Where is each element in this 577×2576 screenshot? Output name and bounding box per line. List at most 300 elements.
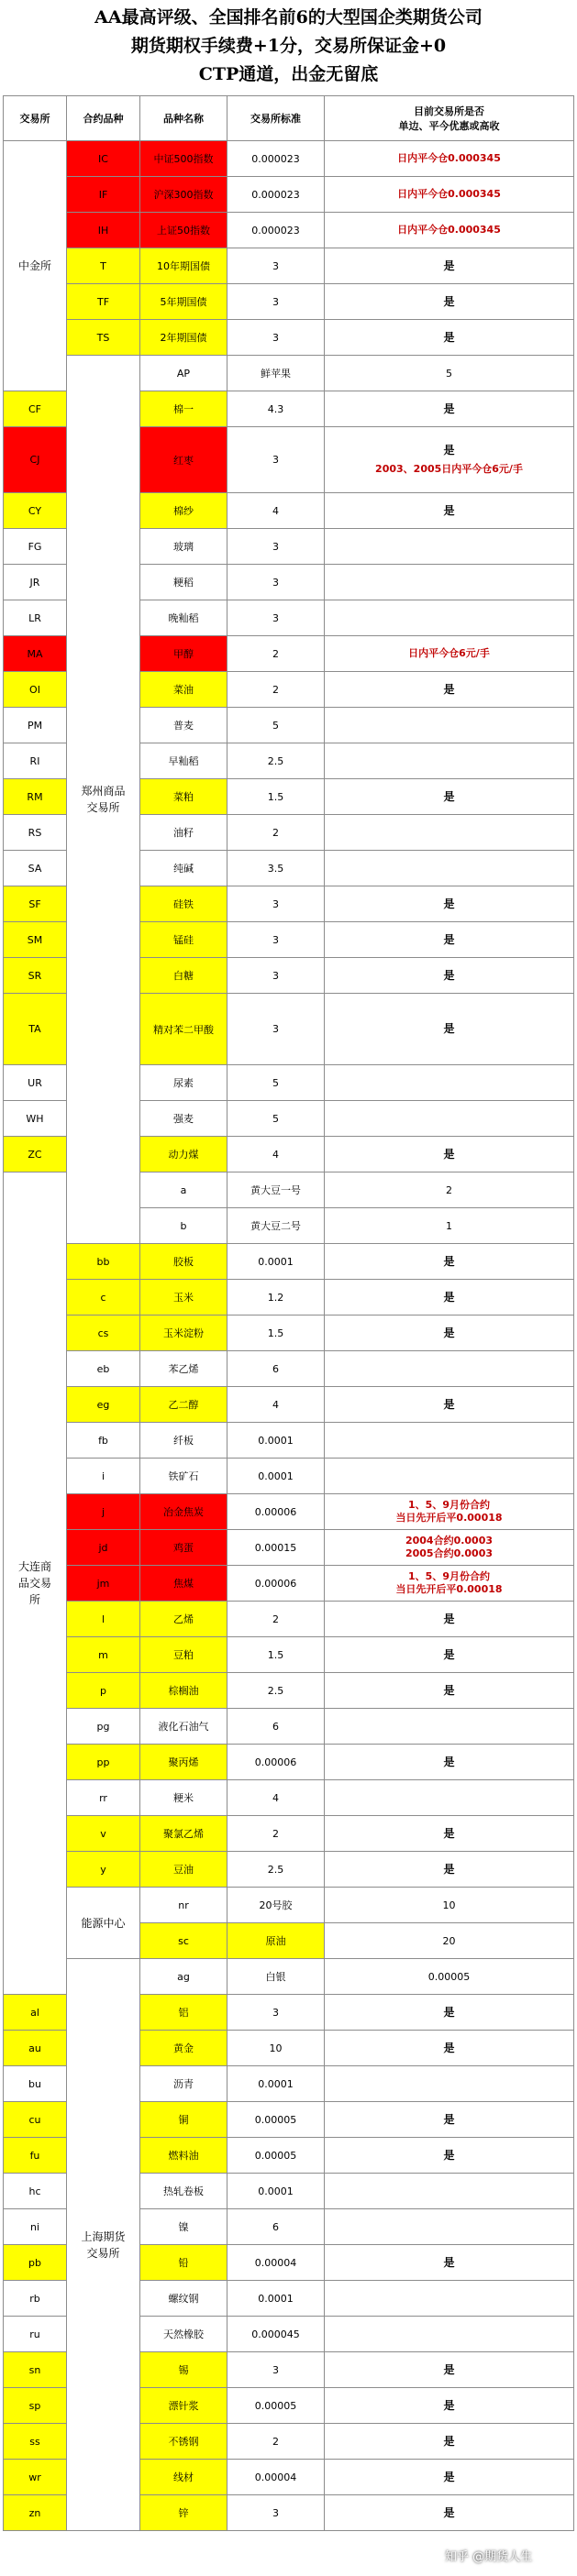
header-note-line-1: 目前交易所是否	[414, 105, 484, 117]
contract-code-cell: fu	[4, 2138, 67, 2174]
header-note	[325, 96, 574, 141]
contract-name-cell: 热轧卷板	[140, 2174, 227, 2209]
contract-name-cell: 动力煤	[140, 1137, 227, 1172]
fee-standard-cell: 4	[227, 1387, 325, 1423]
fee-standard-cell: 1.5	[227, 1637, 325, 1673]
discount-note-cell	[325, 2424, 574, 2460]
note-line-2: 2003、2005日内平今仓6元/手	[375, 463, 523, 475]
contract-name-cell: 早籼稻	[140, 743, 227, 779]
note-line-1: 是	[443, 1147, 455, 1161]
table-row	[4, 1745, 574, 1780]
discount-note-cell	[325, 2317, 574, 2352]
fee-standard-cell: 10	[325, 1888, 574, 1923]
contract-code-cell: IF	[67, 177, 140, 213]
discount-note-cell	[325, 1816, 574, 1852]
discount-note-cell	[325, 1637, 574, 1673]
contract-name-cell: 锰硅	[140, 922, 227, 958]
fee-standard-cell: 1.2	[227, 1280, 325, 1316]
contract-code-cell: ZC	[4, 1137, 67, 1172]
fee-standard-cell: 4	[227, 1137, 325, 1172]
discount-note-cell	[325, 1316, 574, 1351]
contract-name-cell: 晚籼稻	[140, 600, 227, 636]
exchange-cell: 上海期货交易所	[67, 1959, 140, 2531]
discount-note-cell	[325, 708, 574, 743]
contract-name-cell: 棉一	[140, 391, 227, 427]
contract-name-cell: 玉米淀粉	[140, 1316, 227, 1351]
note-line-1: 是	[443, 2470, 455, 2483]
fee-standard-cell: 1	[325, 1208, 574, 1244]
header-exchange: 交易所	[4, 96, 67, 141]
fee-standard-cell: 5	[325, 356, 574, 391]
note-line-2: 2005合约0.0003	[405, 1547, 494, 1559]
table-row	[4, 1280, 574, 1316]
document-title	[0, 0, 577, 95]
discount-note-cell	[325, 320, 574, 356]
contract-code-cell: cu	[4, 2102, 67, 2138]
contract-name-cell: 5年期国债	[140, 284, 227, 320]
table-row	[4, 213, 574, 248]
contract-code-cell: a	[140, 1172, 227, 1208]
table-row	[4, 1459, 574, 1494]
fee-standard-cell: 0.00005	[227, 2138, 325, 2174]
discount-note-cell	[325, 1566, 574, 1602]
table-row	[4, 1530, 574, 1566]
contract-name-cell: 尿素	[140, 1065, 227, 1101]
contract-code-cell: fb	[67, 1423, 140, 1459]
contract-name-cell: 焦煤	[140, 1566, 227, 1602]
contract-name-cell: 燃料油	[140, 2138, 227, 2174]
note-line-1: 是	[443, 1397, 455, 1411]
exchange-cell: 中金所	[4, 141, 67, 391]
contract-name-cell: 铅	[140, 2245, 227, 2281]
fee-standard-cell: 0.0001	[227, 1459, 325, 1494]
contract-code-cell: LR	[4, 600, 67, 636]
contract-name-cell: 天然橡胶	[140, 2317, 227, 2352]
contract-code-cell: y	[67, 1852, 140, 1888]
table-row	[4, 1602, 574, 1637]
fee-standard-cell: 2	[227, 1602, 325, 1637]
contract-code-cell: i	[67, 1459, 140, 1494]
note-line-1: 日内平今仓0.000345	[397, 224, 501, 236]
fee-standard-cell: 0.00004	[227, 2460, 325, 2495]
fee-standard-cell: 10	[227, 2031, 325, 2066]
note-line-1: 是	[443, 1326, 455, 1339]
note-line-1: 是	[443, 1612, 455, 1625]
table-row	[4, 320, 574, 356]
fee-standard-cell: 5	[227, 1101, 325, 1137]
fee-standard-cell: 2.5	[227, 1852, 325, 1888]
exchange-cell: 郑州商品交易所	[67, 356, 140, 1244]
contract-code-cell: pp	[67, 1745, 140, 1780]
header-name: 品种名称	[140, 96, 227, 141]
discount-note-cell	[325, 851, 574, 886]
contract-name-cell: 上证50指数	[140, 213, 227, 248]
contract-name-cell: 中证500指数	[140, 141, 227, 177]
fee-standard-cell: 3	[227, 886, 325, 922]
table-row	[4, 1888, 574, 1923]
discount-note-cell	[325, 1745, 574, 1780]
note-line-1: 是	[443, 330, 455, 344]
contract-code-cell: nr	[140, 1888, 227, 1923]
contract-code-cell: TS	[67, 320, 140, 356]
discount-note-cell	[325, 922, 574, 958]
discount-note-cell	[325, 2066, 574, 2102]
discount-note-cell	[325, 391, 574, 427]
discount-note-cell	[325, 600, 574, 636]
contract-name-cell: 普麦	[140, 708, 227, 743]
fee-standard-cell: 0.00006	[227, 1494, 325, 1530]
note-line-1: 是	[443, 2362, 455, 2376]
contract-code-cell: sc	[140, 1923, 227, 1959]
fee-standard-cell: 20	[325, 1923, 574, 1959]
contract-code-cell: ru	[4, 2317, 67, 2352]
contract-name-cell: 豆油	[140, 1852, 227, 1888]
exchange-cell: 大连商品交易所	[4, 1172, 67, 1995]
contract-code-cell: CF	[4, 391, 67, 427]
fee-standard-cell: 4	[227, 1780, 325, 1816]
contract-code-cell: jd	[67, 1530, 140, 1566]
contract-code-cell: ni	[4, 2209, 67, 2245]
contract-code-cell: SF	[4, 886, 67, 922]
fee-standard-cell: 3	[227, 284, 325, 320]
discount-note-cell	[325, 1065, 574, 1101]
discount-note-cell	[325, 1995, 574, 2031]
discount-note-cell	[325, 672, 574, 708]
discount-note-cell	[325, 743, 574, 779]
discount-note-cell	[325, 1852, 574, 1888]
contract-name-cell: 硅铁	[140, 886, 227, 922]
table-row	[4, 1316, 574, 1351]
contract-code-cell: rr	[67, 1780, 140, 1816]
note-line-1: 是	[443, 259, 455, 272]
contract-code-cell: UR	[4, 1065, 67, 1101]
discount-note-cell	[325, 2388, 574, 2424]
contract-code-cell: sp	[4, 2388, 67, 2424]
discount-note-cell	[325, 1602, 574, 1637]
header-code: 合约品种	[67, 96, 140, 141]
discount-note-cell	[325, 958, 574, 994]
contract-name-cell: 粳稻	[140, 565, 227, 600]
note-line-1: 是	[443, 294, 455, 308]
table-row	[4, 1959, 574, 1995]
fee-standard-cell: 2.5	[227, 1673, 325, 1709]
contract-code-cell: SA	[4, 851, 67, 886]
note-line-1: 2004合约0.0003	[405, 1535, 494, 1547]
contract-name-cell: 锌	[140, 2495, 227, 2531]
contract-name-cell: 菜粕	[140, 779, 227, 815]
contract-name-cell: 苯乙烯	[140, 1351, 227, 1387]
contract-code-cell: rb	[4, 2281, 67, 2317]
contract-name-cell: 沥青	[140, 2066, 227, 2102]
discount-note-cell	[325, 493, 574, 529]
contract-name-cell: 2年期国债	[140, 320, 227, 356]
table-row	[4, 1566, 574, 1602]
note-line-1: 日内平今仓6元/手	[408, 647, 490, 659]
discount-note-cell	[325, 2281, 574, 2317]
contract-name-cell: 甲醇	[140, 636, 227, 672]
contract-code-cell: bb	[67, 1244, 140, 1280]
discount-note-cell	[325, 213, 574, 248]
contract-name-cell: 黄金	[140, 2031, 227, 2066]
discount-note-cell	[325, 141, 574, 177]
note-line-1: 是	[443, 1862, 455, 1876]
table-row	[4, 1244, 574, 1280]
table-row	[4, 248, 574, 284]
fee-standard-cell: 6	[227, 1709, 325, 1745]
contract-name-cell: 玉米	[140, 1280, 227, 1316]
fee-standard-cell: 3	[227, 922, 325, 958]
title-line-1: AA最高评级、全国排名前6的大型国企类期货公司	[94, 7, 483, 28]
discount-note-cell	[325, 427, 574, 493]
contract-name-cell: 乙二醇	[140, 1387, 227, 1423]
discount-note-cell	[325, 1423, 574, 1459]
discount-note-cell	[325, 2102, 574, 2138]
note-line-2: 当日先开后平0.00018	[395, 1583, 503, 1595]
contract-name-cell: 纤板	[140, 1423, 227, 1459]
fee-standard-cell: 0.00005	[227, 2388, 325, 2424]
note-line-1: 是	[443, 1022, 455, 1035]
contract-name-cell: 精对苯二甲酸	[140, 994, 227, 1065]
fee-standard-cell: 3	[227, 565, 325, 600]
discount-note-cell	[325, 1709, 574, 1745]
fee-standard-cell: 3	[227, 248, 325, 284]
contract-code-cell: l	[67, 1602, 140, 1637]
contract-code-cell: pg	[67, 1709, 140, 1745]
fee-standard-cell: 5	[227, 1065, 325, 1101]
discount-note-cell	[325, 2245, 574, 2281]
contract-code-cell: jm	[67, 1566, 140, 1602]
discount-note-cell	[325, 1780, 574, 1816]
discount-note-cell	[325, 1673, 574, 1709]
contract-code-cell: m	[67, 1637, 140, 1673]
fee-standard-cell: 3	[227, 320, 325, 356]
table-row	[4, 177, 574, 213]
fee-standard-cell: 0.0001	[227, 1244, 325, 1280]
contract-code-cell: pb	[4, 2245, 67, 2281]
contract-name-cell: 聚丙烯	[140, 1745, 227, 1780]
table-row	[4, 141, 574, 177]
contract-code-cell: c	[67, 1280, 140, 1316]
fee-standard-cell: 0.000045	[227, 2317, 325, 2352]
discount-note-cell	[325, 815, 574, 851]
fee-standard-cell: 3	[227, 994, 325, 1065]
discount-note-cell	[325, 248, 574, 284]
contract-code-cell: RS	[4, 815, 67, 851]
note-line-2: 当日先开后平0.00018	[395, 1512, 503, 1524]
discount-note-cell	[325, 636, 574, 672]
note-line-1: 日内平今仓0.000345	[397, 188, 501, 200]
contract-name-cell: 液化石油气	[140, 1709, 227, 1745]
contract-name-cell: 冶金焦炭	[140, 1494, 227, 1530]
contract-code-cell: v	[67, 1816, 140, 1852]
contract-name-cell: 棕榈油	[140, 1673, 227, 1709]
fee-standard-cell: 2	[325, 1172, 574, 1208]
contract-code-cell: eg	[67, 1387, 140, 1423]
note-line-1: 是	[443, 1755, 455, 1768]
title-line-3: CTP通道，出金无留底	[198, 64, 379, 84]
fee-standard-cell: 4.3	[227, 391, 325, 427]
fee-standard-cell: 2	[227, 636, 325, 672]
fee-standard-cell: 3	[227, 600, 325, 636]
contract-name-cell: 玻璃	[140, 529, 227, 565]
title-line-2: 期货期权手续费+1分，交易所保证金+0	[130, 36, 447, 56]
contract-name-cell: 铜	[140, 2102, 227, 2138]
table-row	[4, 356, 574, 391]
contract-name-cell: 白糖	[140, 958, 227, 994]
note-line-1: 1、5、9月份合约	[408, 1570, 490, 1582]
table-row	[4, 1387, 574, 1423]
contract-name-cell: 红枣	[140, 427, 227, 493]
contract-name-cell: 乙烯	[140, 1602, 227, 1637]
contract-name-cell: 铁矿石	[140, 1459, 227, 1494]
contract-name-cell: 油籽	[140, 815, 227, 851]
discount-note-cell	[325, 2031, 574, 2066]
discount-note-cell	[325, 284, 574, 320]
contract-code-cell: OI	[4, 672, 67, 708]
contract-code-cell: SR	[4, 958, 67, 994]
exchange-cell: 能源中心	[67, 1888, 140, 1959]
contract-name-cell: 铝	[140, 1995, 227, 2031]
table-row	[4, 1673, 574, 1709]
table-row	[4, 284, 574, 320]
fee-standard-cell: 0.000023	[227, 141, 325, 177]
contract-name-cell: 聚氯乙烯	[140, 1816, 227, 1852]
discount-note-cell	[325, 2352, 574, 2388]
contract-code-cell: zn	[4, 2495, 67, 2531]
fee-standard-cell: 3	[227, 529, 325, 565]
contract-name-cell: 原油	[227, 1923, 325, 1959]
contract-code-cell: TF	[67, 284, 140, 320]
note-line-1: 是	[443, 503, 455, 517]
contract-name-cell: 镍	[140, 2209, 227, 2245]
discount-note-cell	[325, 1244, 574, 1280]
fee-standard-cell: 0.0001	[227, 2281, 325, 2317]
contract-code-cell: b	[140, 1208, 227, 1244]
header-note-line-2: 单边、平今优惠或高收	[398, 120, 500, 132]
discount-note-cell	[325, 2460, 574, 2495]
contract-name-cell: 鲜苹果	[227, 356, 325, 391]
note-line-1: 是	[443, 2112, 455, 2126]
note-line-1: 是	[443, 932, 455, 946]
contract-code-cell: JR	[4, 565, 67, 600]
contract-code-cell: cs	[67, 1316, 140, 1351]
note-line-1: 是	[443, 968, 455, 982]
contract-code-cell: RM	[4, 779, 67, 815]
note-line-1: 是	[443, 402, 455, 415]
contract-name-cell: 螺纹钢	[140, 2281, 227, 2317]
table-body	[4, 141, 574, 2531]
contract-code-cell: SM	[4, 922, 67, 958]
note-line-1: 是	[443, 1647, 455, 1661]
contract-code-cell: hc	[4, 2174, 67, 2209]
contract-code-cell: WH	[4, 1101, 67, 1137]
fee-standard-cell: 2	[227, 2424, 325, 2460]
contract-code-cell: al	[4, 1995, 67, 2031]
note-line-1: 是	[443, 682, 455, 696]
discount-note-cell	[325, 1101, 574, 1137]
table-row	[4, 1637, 574, 1673]
contract-code-cell: p	[67, 1673, 140, 1709]
contract-code-cell: j	[67, 1494, 140, 1530]
contract-code-cell: RI	[4, 743, 67, 779]
fee-standard-cell: 3	[227, 2495, 325, 2531]
discount-note-cell	[325, 177, 574, 213]
discount-note-cell	[325, 2209, 574, 2245]
contract-name-cell: 鸡蛋	[140, 1530, 227, 1566]
contract-name-cell: 棉纱	[140, 493, 227, 529]
contract-code-cell: IH	[67, 213, 140, 248]
contract-name-cell: 不锈钢	[140, 2424, 227, 2460]
note-line-1: 是	[443, 1683, 455, 1697]
contract-code-cell: AP	[140, 356, 227, 391]
note-line-1: 是	[443, 2255, 455, 2269]
discount-note-cell	[325, 1387, 574, 1423]
fee-standard-cell: 2	[227, 1816, 325, 1852]
contract-code-cell: eb	[67, 1351, 140, 1387]
watermark: 知乎 @期货人生	[445, 2550, 533, 2564]
note-line-1: 是	[443, 2505, 455, 2519]
discount-note-cell	[325, 1280, 574, 1316]
discount-note-cell	[325, 2174, 574, 2209]
note-line-1: 日内平今仓0.000345	[397, 152, 501, 164]
contract-code-cell: ag	[140, 1959, 227, 1995]
discount-note-cell	[325, 529, 574, 565]
discount-note-cell	[325, 1530, 574, 1566]
contract-code-cell: MA	[4, 636, 67, 672]
note-line-1: 是	[443, 2148, 455, 2162]
fee-standard-cell: 2.5	[227, 743, 325, 779]
discount-note-cell	[325, 779, 574, 815]
note-line-1: 是	[443, 897, 455, 910]
note-line-1: 是	[443, 2005, 455, 2019]
contract-code-cell: TA	[4, 994, 67, 1065]
fee-standard-cell: 3	[227, 2352, 325, 2388]
note-line-1: 是	[443, 1254, 455, 1268]
discount-note-cell	[325, 1137, 574, 1172]
fee-standard-cell: 3	[227, 427, 325, 493]
discount-note-cell	[325, 2138, 574, 2174]
header-fee: 交易所标准	[227, 96, 325, 141]
contract-code-cell: bu	[4, 2066, 67, 2102]
discount-note-cell	[325, 565, 574, 600]
note-line-1: 是	[443, 1826, 455, 1840]
contract-name-cell: 漂针浆	[140, 2388, 227, 2424]
table-row	[4, 1351, 574, 1387]
contract-code-cell: IC	[67, 141, 140, 177]
fee-standard-cell: 0.00015	[227, 1530, 325, 1566]
fee-standard-cell: 0.00004	[227, 2245, 325, 2281]
fee-standard-cell: 2	[227, 815, 325, 851]
discount-note-cell	[325, 1459, 574, 1494]
note-line-1: 是	[443, 2434, 455, 2448]
fee-standard-cell: 3	[227, 1995, 325, 2031]
contract-name-cell: 菜油	[140, 672, 227, 708]
contract-name-cell: 锡	[140, 2352, 227, 2388]
fee-standard-cell: 3.5	[227, 851, 325, 886]
contract-code-cell: ss	[4, 2424, 67, 2460]
fee-standard-cell: 1.5	[227, 1316, 325, 1351]
table-row	[4, 1423, 574, 1459]
table-row	[4, 1709, 574, 1745]
fee-standard-cell: 6	[227, 2209, 325, 2245]
contract-name-cell: 线材	[140, 2460, 227, 2495]
discount-note-cell	[325, 994, 574, 1065]
contract-code-cell: sn	[4, 2352, 67, 2388]
table-row	[4, 1494, 574, 1530]
fee-standard-cell: 0.0001	[227, 1423, 325, 1459]
contract-name-cell: 20号胶	[227, 1888, 325, 1923]
note-line-1: 1、5、9月份合约	[408, 1499, 490, 1511]
